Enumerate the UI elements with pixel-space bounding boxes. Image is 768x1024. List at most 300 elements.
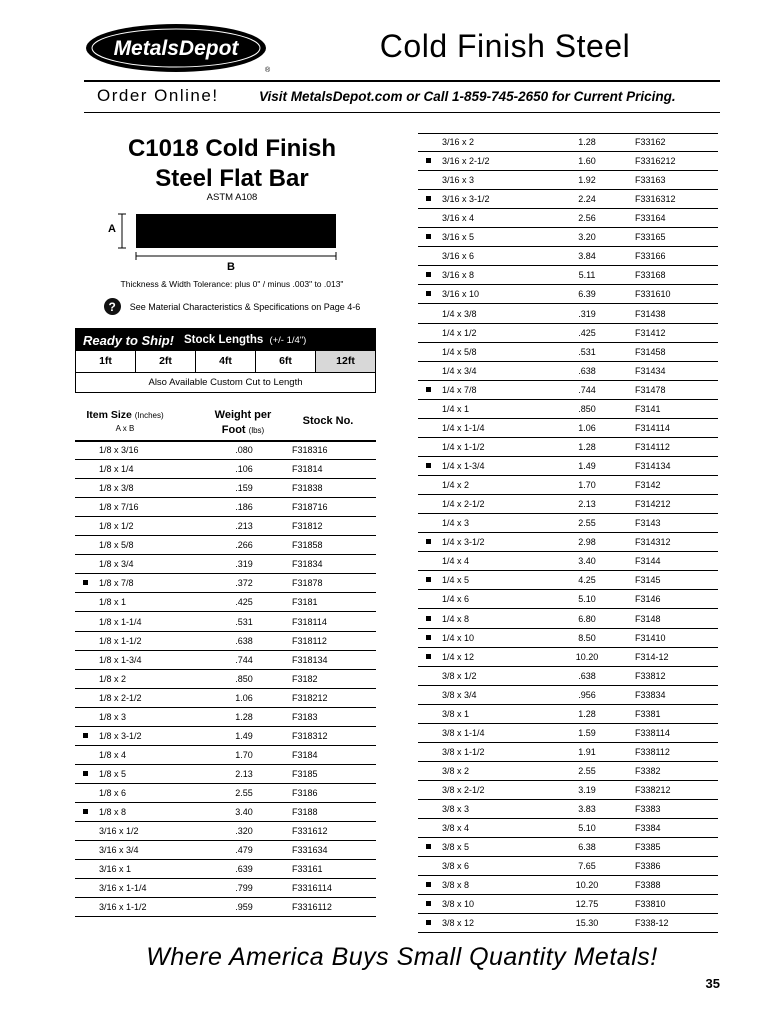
stock-number-cell: F3184 [292, 749, 318, 760]
stock-number-cell: F314312 [635, 537, 671, 548]
item-size-cell: 3/8 x 1/2 [442, 670, 477, 681]
weight-cell: 1.28 [578, 708, 596, 719]
stock-number-cell: F3316114 [292, 883, 332, 894]
weight-cell: 7.65 [578, 861, 596, 872]
table-row [75, 765, 376, 784]
table-row [75, 841, 376, 860]
product-title-line1: C1018 Cold Finish [127, 135, 337, 162]
table-row [418, 895, 718, 914]
square-bullet-icon [426, 654, 431, 659]
item-size-cell: 1/8 x 7/8 [99, 578, 134, 589]
item-size-cell: 1/8 x 8 [99, 807, 127, 818]
weight-cell: .638 [578, 365, 596, 376]
square-bullet-icon [426, 577, 431, 582]
table-row [418, 247, 718, 266]
item-size-cell: 3/16 x 8 [442, 270, 475, 281]
stock-number-cell: F3316212 [635, 156, 676, 167]
stock-number-cell: F318716 [292, 502, 328, 513]
stock-number-cell: F331612 [292, 826, 328, 837]
stock-number-cell: F31434 [635, 365, 666, 376]
weight-cell: .319 [578, 308, 596, 319]
stock-number-cell: F3145 [635, 575, 661, 586]
table-row [75, 574, 376, 593]
item-size-cell: 1/8 x 1/2 [99, 521, 134, 532]
weight-cell: .320 [235, 826, 253, 837]
stock-number-cell: F331610 [635, 289, 671, 300]
square-bullet-icon [426, 882, 431, 887]
item-size-cell: 3/8 x 1 [442, 708, 470, 719]
col-item-size-unit: (Inches) [134, 411, 164, 420]
table-row [75, 689, 376, 708]
weight-cell: 3.20 [578, 232, 596, 243]
item-size-cell: 3/16 x 1-1/4 [99, 883, 147, 894]
item-size-cell: 3/16 x 4 [442, 213, 475, 224]
table-row [75, 536, 376, 555]
stock-number-cell: F3143 [635, 518, 661, 529]
table-row [418, 133, 718, 152]
table-row [418, 686, 718, 705]
weight-cell: 3.83 [578, 804, 596, 815]
length-1ft: 1ft [76, 351, 136, 372]
item-size-cell: 3/16 x 3-1/2 [442, 194, 490, 205]
weight-cell: 3.40 [235, 807, 253, 818]
square-bullet-icon [426, 616, 431, 621]
stock-number-cell: F31838 [292, 483, 323, 494]
square-bullet-icon [426, 539, 431, 544]
table-row [418, 285, 718, 304]
col-stock-no: Stock No. [302, 415, 354, 427]
weight-cell: 1.06 [235, 692, 253, 703]
product-title-line2: Steel Flat Bar [155, 165, 309, 192]
table-row [418, 324, 718, 343]
tolerance-note: Thickness & Width Tolerance: plus 0" / minus .003" to .013" [120, 279, 344, 289]
item-size-cell: 1/4 x 3/8 [442, 308, 477, 319]
weight-cell: 2.24 [578, 194, 596, 205]
item-size-cell: 3/8 x 2 [442, 765, 470, 776]
weight-cell: .372 [235, 578, 253, 589]
table-row [418, 476, 718, 495]
svg-text:®: ® [265, 67, 271, 74]
table-row [418, 533, 718, 552]
stock-number-cell: F33166 [635, 251, 666, 262]
stock-number-cell: F3385 [635, 842, 661, 853]
ready-to-ship-box [75, 328, 376, 393]
weight-cell: 1.28 [578, 137, 596, 147]
weight-cell: .959 [235, 902, 253, 913]
table-row [75, 746, 376, 765]
item-size-cell: 1/8 x 7/16 [99, 502, 139, 513]
stock-number-cell: F3183 [292, 711, 318, 722]
table-row [418, 743, 718, 762]
table-row [75, 708, 376, 727]
item-size-cell: 1/4 x 3-1/2 [442, 537, 485, 548]
stock-number-cell: F3316312 [635, 194, 676, 205]
stock-number-cell: F338-12 [635, 918, 669, 929]
table-row [75, 784, 376, 803]
table-row [418, 362, 718, 381]
weight-cell: .425 [578, 327, 596, 338]
weight-cell: .638 [235, 635, 253, 646]
weight-cell: 2.13 [578, 499, 596, 510]
table-row [418, 857, 718, 876]
table-row [418, 705, 718, 724]
item-size-cell: 1/4 x 6 [442, 594, 470, 605]
stock-number-cell: F33168 [635, 270, 666, 281]
item-size-cell: 3/16 x 1-1/2 [99, 902, 147, 913]
table-row [75, 441, 376, 460]
stock-number-cell: F31878 [292, 578, 323, 589]
col-weight-label: Weight per [214, 409, 272, 421]
weight-cell: .213 [235, 521, 253, 532]
table-row [75, 822, 376, 841]
table-row [75, 670, 376, 689]
table-row [75, 898, 376, 917]
table-row [418, 400, 718, 419]
item-size-cell: 3/8 x 2-1/2 [442, 785, 485, 796]
square-bullet-icon [426, 463, 431, 468]
weight-cell: .186 [235, 502, 253, 513]
table-row [418, 438, 718, 457]
square-bullet-icon [426, 234, 431, 239]
stock-number-cell: F3142 [635, 480, 661, 491]
weight-cell: 1.28 [578, 441, 596, 452]
stock-lengths-note: (+/- 1/4") [269, 335, 307, 346]
table-row [75, 613, 376, 632]
square-bullet-icon [426, 196, 431, 201]
stock-number-cell: F314-12 [635, 651, 669, 662]
table-row [418, 209, 718, 228]
item-size-cell: 1/4 x 1-3/4 [442, 461, 485, 472]
square-bullet-icon [426, 920, 431, 925]
item-size-cell: 1/8 x 1 [99, 597, 127, 608]
table-row [75, 632, 376, 651]
stock-number-cell: F3181 [292, 597, 318, 608]
stock-number-cell: F3386 [635, 861, 661, 872]
table-row [418, 266, 718, 285]
weight-cell: .744 [578, 384, 596, 395]
see-material-note [84, 298, 380, 315]
stock-number-cell: F31478 [635, 384, 666, 395]
table-row [75, 803, 376, 822]
table-row [75, 727, 376, 746]
table-row [418, 838, 718, 857]
stock-number-cell: F31834 [292, 559, 323, 570]
stock-number-cell: F3316112 [292, 902, 332, 913]
item-size-cell: 3/8 x 6 [442, 861, 470, 872]
item-size-cell: 3/8 x 12 [442, 918, 475, 929]
table-row [75, 498, 376, 517]
page-number: 35 [705, 976, 720, 991]
stock-number-cell: F3182 [292, 673, 318, 684]
item-size-cell: 1/8 x 2 [99, 673, 127, 684]
item-size-cell: 1/8 x 3/8 [99, 483, 134, 494]
question-icon: ? [104, 298, 121, 315]
square-bullet-icon [426, 291, 431, 296]
item-size-cell: 1/4 x 12 [442, 651, 475, 662]
weight-cell: 10.20 [575, 880, 599, 891]
stock-number-cell: F33164 [635, 213, 666, 224]
item-size-cell: 1/4 x 1-1/4 [442, 422, 485, 433]
weight-cell: 1.60 [578, 156, 596, 167]
item-size-cell: 3/16 x 2-1/2 [442, 156, 490, 167]
order-online-text: Order Online! [97, 86, 219, 105]
item-size-cell: 3/16 x 1 [99, 864, 132, 875]
footer-tagline: Where America Buys Small Quantity Metals! [146, 943, 658, 971]
square-bullet-icon [426, 158, 431, 163]
stock-number-cell: F31412 [635, 327, 666, 338]
item-size-cell: 1/8 x 1-1/4 [99, 616, 142, 627]
weight-cell: 6.38 [578, 842, 596, 853]
weight-cell: .106 [235, 464, 253, 475]
item-size-cell: 3/16 x 6 [442, 251, 475, 262]
stock-number-cell: F3384 [635, 823, 661, 834]
stock-number-cell: F3186 [292, 788, 318, 799]
item-size-cell: 1/8 x 3-1/2 [99, 730, 142, 741]
col-weight [198, 408, 288, 438]
item-size-cell: 3/8 x 3/4 [442, 689, 477, 700]
weight-cell: .850 [235, 673, 253, 684]
item-size-cell: 3/8 x 8 [442, 880, 470, 891]
metals-depot-logo [84, 22, 274, 74]
weight-cell: 1.28 [235, 711, 253, 722]
stock-number-cell: F3146 [635, 594, 661, 605]
weight-cell: .956 [578, 689, 596, 700]
table-row [418, 667, 718, 686]
weight-cell: 2.55 [235, 788, 253, 799]
stock-number-cell: F314112 [635, 441, 670, 452]
ready-to-ship-label: Ready to Ship! [83, 332, 175, 348]
stock-number-cell: F3383 [635, 804, 661, 815]
table-row [418, 629, 718, 648]
table-row [418, 514, 718, 533]
item-size-cell: 1/8 x 1/4 [99, 464, 134, 475]
square-bullet-icon [426, 901, 431, 906]
weight-cell: .639 [235, 864, 253, 875]
stock-number-cell: F33834 [635, 689, 666, 700]
square-bullet-icon [83, 809, 88, 814]
length-12ft: 12ft [316, 351, 375, 372]
table-row [418, 552, 718, 571]
item-size-cell: 1/4 x 3/4 [442, 365, 477, 376]
stock-number-cell: F3144 [635, 556, 661, 567]
weight-cell: 6.39 [578, 289, 596, 300]
weight-cell: 3.19 [578, 785, 596, 796]
weight-cell: 3.40 [578, 556, 596, 567]
stock-number-cell: F33165 [635, 232, 666, 243]
table-row [75, 651, 376, 670]
item-size-cell: 3/16 x 1/2 [99, 826, 139, 837]
weight-cell: 1.59 [578, 727, 596, 738]
item-size-cell: 3/16 x 2 [442, 137, 475, 147]
weight-cell: 2.98 [578, 537, 596, 548]
weight-cell: 1.49 [578, 461, 596, 472]
table-row [418, 819, 718, 838]
table-row [418, 724, 718, 743]
table-row [418, 228, 718, 247]
logo-text: MetalsDepot [113, 37, 239, 60]
astm-spec: ASTM A108 [206, 192, 258, 203]
weight-cell: 8.50 [578, 632, 596, 643]
stock-number-cell: F314114 [635, 422, 670, 433]
ready-to-ship-header [76, 329, 375, 351]
item-size-cell: 3/16 x 10 [442, 289, 480, 300]
weight-cell: .638 [578, 670, 596, 681]
square-bullet-icon [426, 635, 431, 640]
col-weight-label2: Foot [221, 424, 246, 436]
stock-number-cell: F31858 [292, 540, 323, 551]
stock-number-cell: F318114 [292, 616, 327, 627]
item-size-cell: 3/8 x 10 [442, 899, 475, 910]
table-row [75, 860, 376, 879]
item-size-cell: 1/8 x 6 [99, 788, 127, 799]
table-row [418, 800, 718, 819]
item-size-cell: 1/8 x 2-1/2 [99, 692, 142, 703]
item-size-cell: 1/8 x 3/16 [99, 445, 139, 455]
item-size-cell: 1/8 x 5 [99, 769, 127, 780]
weight-cell: .531 [578, 346, 596, 357]
dim-a-label: A [108, 223, 116, 235]
table-row [418, 495, 718, 514]
table-row [418, 381, 718, 400]
item-size-cell: 3/8 x 1-1/4 [442, 727, 485, 738]
stock-number-cell: F318312 [292, 730, 328, 741]
header-divider [84, 80, 720, 82]
stock-number-cell: F33812 [635, 670, 666, 681]
weight-cell: 2.55 [578, 765, 596, 776]
visit-pricing-text: Visit MetalsDepot.com or Call 1-859-745-2650 for Current Pricing. [259, 89, 676, 104]
weight-cell: 10.20 [575, 651, 599, 662]
table-row [75, 593, 376, 612]
stock-number-cell: F3381 [635, 708, 661, 719]
item-size-cell: 1/4 x 1 [442, 403, 470, 414]
weight-cell: .425 [235, 597, 253, 608]
stock-lengths-text: Stock Lengths [184, 334, 264, 346]
stock-number-cell: F3141 [635, 403, 661, 414]
weight-cell: 5.10 [578, 823, 596, 834]
stock-number-cell: F3388 [635, 880, 661, 891]
flat-bar-diagram [100, 206, 350, 272]
weight-cell: 5.11 [578, 270, 596, 281]
table-row [418, 781, 718, 800]
weight-cell: 4.25 [578, 575, 596, 586]
stock-number-cell: F31438 [635, 308, 666, 319]
item-size-cell: 3/8 x 3 [442, 804, 470, 815]
weight-cell: 15.30 [575, 918, 599, 929]
table-row [75, 879, 376, 898]
square-bullet-icon [426, 387, 431, 392]
length-6ft: 6ft [256, 351, 316, 372]
weight-cell: .531 [235, 616, 253, 627]
weight-cell: 1.06 [578, 422, 596, 433]
header-divider-bottom [84, 112, 720, 113]
stock-number-cell: F33162 [635, 137, 666, 147]
item-size-cell: 1/4 x 5 [442, 575, 470, 586]
col-weight-unit: (lbs) [248, 426, 265, 435]
table-row [75, 479, 376, 498]
stock-number-cell: F3382 [635, 765, 661, 776]
item-size-cell: 1/8 x 5/8 [99, 540, 134, 551]
table-row [418, 876, 718, 895]
weight-cell: 1.70 [578, 480, 596, 491]
stock-number-cell: F318112 [292, 635, 327, 646]
stock-number-cell: F338212 [635, 785, 671, 796]
col-item-size-sub: A x B [115, 424, 135, 433]
item-size-cell: 1/4 x 2-1/2 [442, 499, 485, 510]
product-title [84, 134, 380, 194]
stock-number-cell: F3185 [292, 769, 318, 780]
item-size-cell: 1/4 x 4 [442, 556, 470, 567]
stock-number-cell: F318316 [292, 445, 328, 455]
item-size-cell: 1/8 x 1-1/2 [99, 635, 142, 646]
weight-cell: 1.49 [235, 730, 253, 741]
weight-cell: 1.91 [578, 746, 596, 757]
page-title: Cold Finish Steel [379, 28, 631, 64]
table-row [418, 914, 718, 933]
custom-cut-note: Also Available Custom Cut to Length [148, 377, 303, 388]
table-row [418, 305, 718, 324]
stock-number-cell: F318134 [292, 654, 328, 665]
table-row [418, 571, 718, 590]
stock-number-cell: F314212 [635, 499, 671, 510]
length-2ft: 2ft [136, 351, 196, 372]
weight-cell: .080 [235, 445, 253, 455]
table-row [418, 610, 718, 629]
item-size-cell: 3/16 x 3 [442, 175, 475, 186]
table-row [418, 190, 718, 209]
weight-cell: .799 [235, 883, 253, 894]
length-4ft: 4ft [196, 351, 256, 372]
table-row [75, 460, 376, 479]
weight-cell: .479 [235, 845, 253, 856]
item-size-cell: 3/16 x 3/4 [99, 845, 139, 856]
weight-cell: .319 [235, 559, 253, 570]
table-row [418, 171, 718, 190]
weight-cell: .159 [235, 483, 253, 494]
item-size-cell: 1/8 x 3 [99, 711, 127, 722]
weight-cell: 5.10 [578, 594, 596, 605]
item-size-cell: 1/4 x 5/8 [442, 346, 477, 357]
square-bullet-icon [83, 733, 88, 738]
see-material-text: See Material Characteristics & Specifications on Page 4-6 [129, 301, 361, 312]
stock-number-cell: F318212 [292, 692, 328, 703]
item-size-cell: 1/4 x 1-1/2 [442, 441, 485, 452]
table-column-header [75, 405, 376, 441]
stock-number-cell: F31814 [292, 464, 323, 475]
square-bullet-icon [426, 844, 431, 849]
square-bullet-icon [83, 771, 88, 776]
item-size-cell: 3/16 x 5 [442, 232, 475, 243]
weight-cell: 3.84 [578, 251, 596, 262]
stock-number-cell: F338112 [635, 746, 670, 757]
weight-cell: 2.55 [578, 518, 596, 529]
stock-lengths-label [184, 334, 306, 346]
item-size-cell: 1/8 x 1-3/4 [99, 654, 142, 665]
stock-number-cell: F3188 [292, 807, 318, 818]
stock-number-cell: F33163 [635, 175, 666, 186]
stock-number-cell: F338114 [635, 727, 670, 738]
weight-cell: 2.56 [578, 213, 596, 224]
stock-number-cell: F31812 [292, 521, 323, 532]
col-item-size [75, 409, 175, 435]
table-row [418, 457, 718, 476]
weight-cell: .266 [235, 540, 253, 551]
stock-number-cell: F31410 [635, 632, 666, 643]
weight-cell: .850 [578, 403, 596, 414]
item-size-cell: 1/4 x 3 [442, 518, 470, 529]
stock-number-cell: F31458 [635, 346, 666, 357]
item-size-cell: 3/8 x 4 [442, 823, 470, 834]
table-row [75, 517, 376, 536]
